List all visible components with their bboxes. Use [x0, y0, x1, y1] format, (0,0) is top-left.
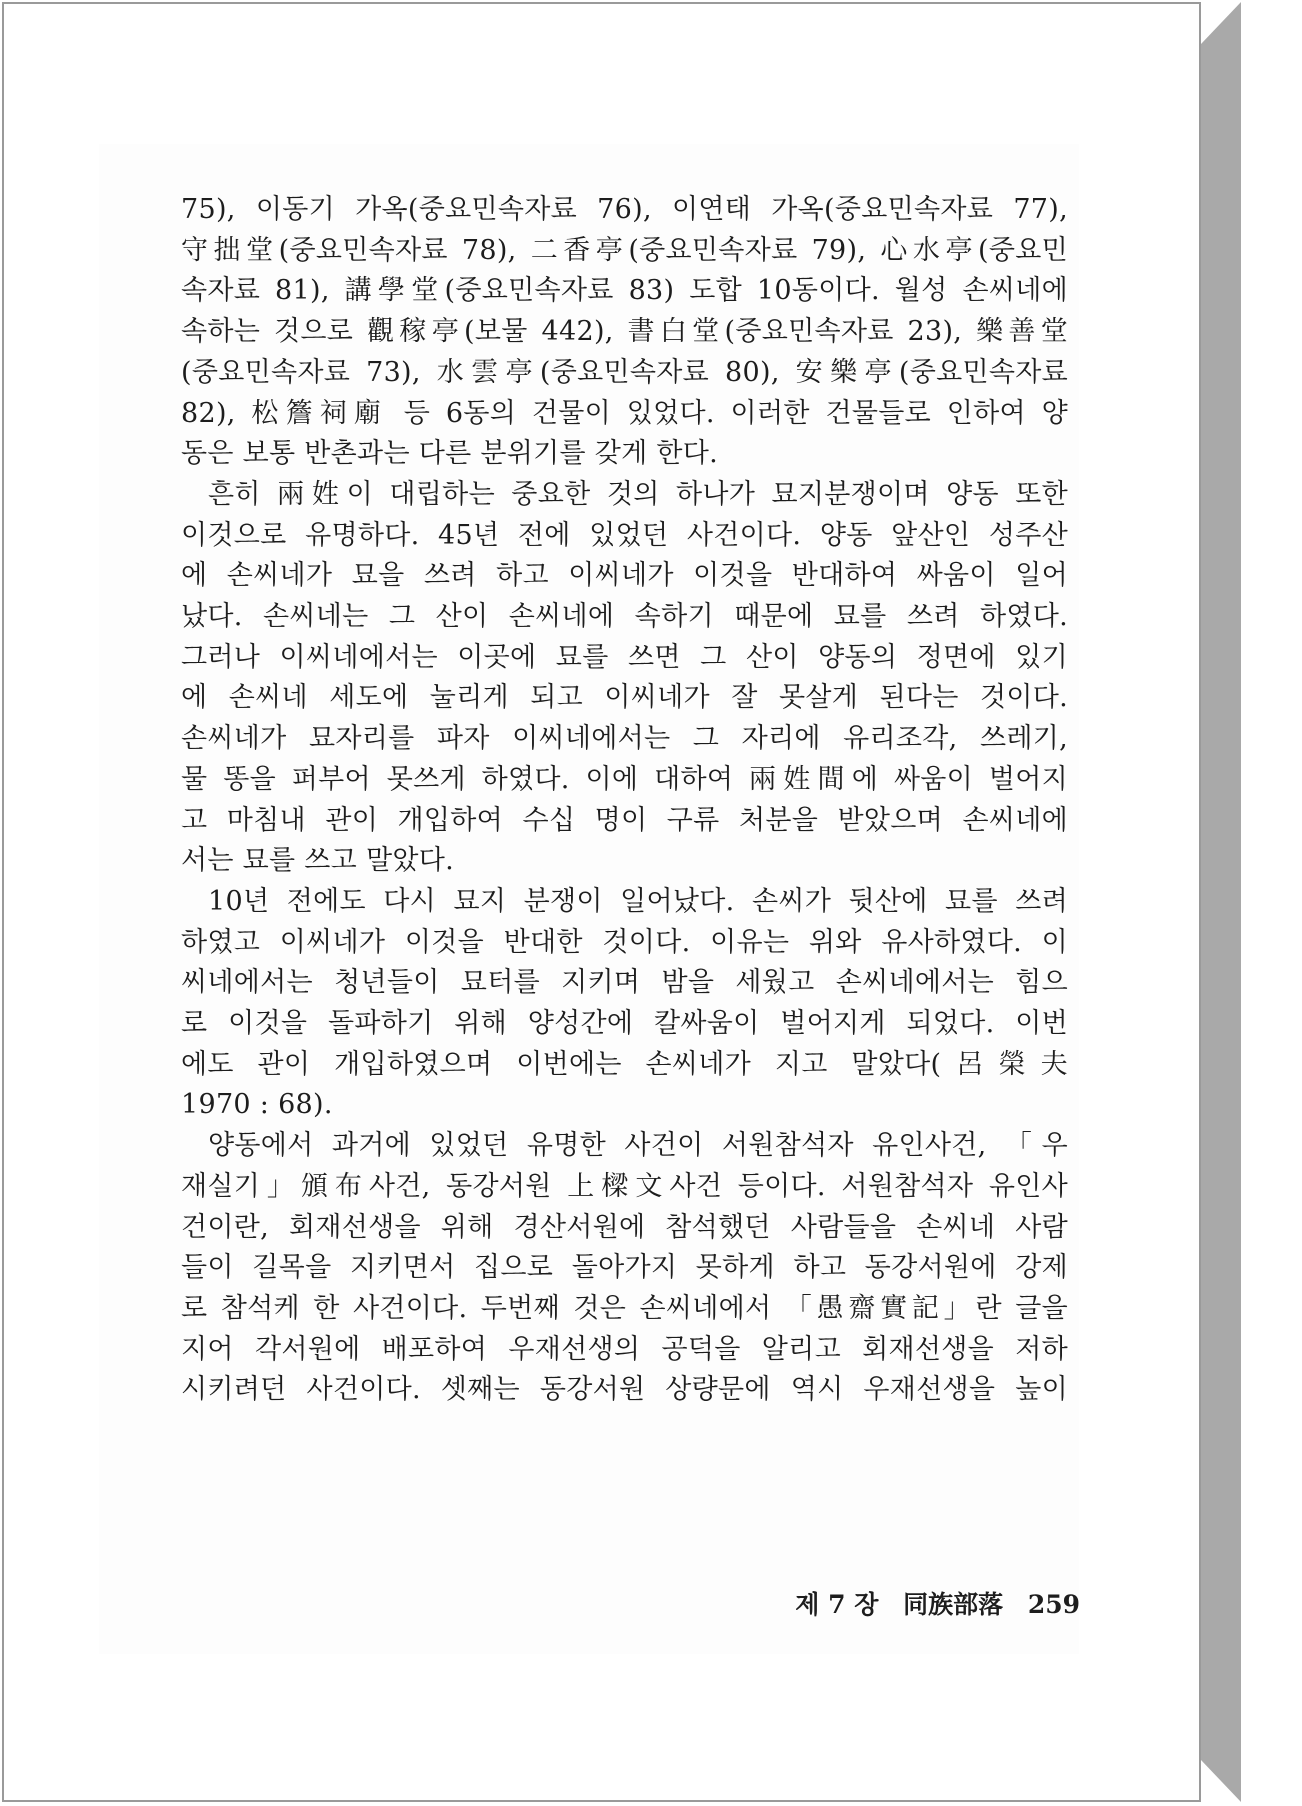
text-line: 건이란, 회재선생을 위해 경산서원에 참석했던 사람들을 손씨네 사람 [181, 1211, 1068, 1243]
text-line: 로 이것을 돌파하기 위해 양성간에 칼싸움이 벌어지게 되었다. 이번 [181, 1008, 1068, 1040]
page-stack-edge-bottom [1201, 1760, 1241, 1802]
text-line: 에 손씨네가 묘을 쓰려 하고 이씨네가 이것을 반대하여 싸움이 일어 [181, 560, 1068, 592]
text-line: 하였고 이씨네가 이것을 반대한 것이다. 이유는 위와 유사하였다. 이 [181, 926, 1068, 958]
text-line: 속하는 것으로 觀稼亭(보물 442), 書白堂(중요민속자료 23), 樂善堂 [181, 316, 1068, 348]
text-line: 들이 길목을 지키면서 집으로 돌아가지 못하게 하고 동강서원에 강제 [181, 1252, 1068, 1284]
body-text [181, 190, 1068, 1411]
text-line: 1970 : 68). [181, 1089, 333, 1121]
text-line: 75), 이동기 가옥(중요민속자료 76), 이연태 가옥(중요민속자료 77), [181, 194, 1068, 225]
text-line: 났다. 손씨네는 그 산이 손씨네에 속하기 때문에 묘를 쓰려 하였다. [181, 601, 1068, 633]
text-line: 로 참석케 한 사건이다. 두번째 것은 손씨네에서 「愚齋實記」란 글을 [181, 1292, 1068, 1324]
page-footer [779, 1585, 1080, 1621]
text-line: 그러나 이씨네에서는 이곳에 묘를 쓰면 그 산이 양동의 정면에 있기 [181, 641, 1068, 673]
text-line: 물 똥을 퍼부어 못쓰게 하였다. 이에 대하여 兩姓間에 싸움이 벌어지 [181, 763, 1068, 795]
text-line: 10년 전에도 다시 묘지 분쟁이 일어났다. 손씨가 뒷산에 묘를 쓰려 [208, 885, 1068, 917]
page-number: 259 [1027, 1590, 1080, 1619]
chapter-label: 제 7 장 [795, 1590, 879, 1619]
text-line: 씨네에서는 청년들이 묘터를 지키며 밤을 세웠고 손씨네에서는 힘으 [181, 967, 1068, 999]
text-line: 에도 관이 개입하였으며 이번에는 손씨네가 지고 말았다(呂榮夫 [181, 1048, 1068, 1080]
page-stack-edge-top [1201, 2, 1241, 44]
text-line: 흔히 兩姓이 대립하는 중요한 것의 하나가 묘지분쟁이며 양동 또한 [208, 478, 1068, 510]
text-line: (중요민속자료 73), 水雲亭(중요민속자료 80), 安樂亭(중요민속자료 [181, 356, 1068, 388]
text-line: 속자료 81), 講學堂(중요민속자료 83) 도합 10동이다. 월성 손씨네에 [181, 275, 1068, 307]
text-line: 고 마침내 관이 개입하여 수십 명이 구류 처분을 받았으며 손씨네에 [181, 804, 1068, 836]
text-line: 서는 묘를 쓰고 말았다. [181, 845, 454, 877]
text-line: 양동에서 과거에 있었던 유명한 사건이 서원참석자 유인사건, 「우 [208, 1130, 1068, 1162]
text-line: 동은 보통 반촌과는 다른 분위기를 갖게 한다. [181, 438, 719, 470]
page-stack-edge [1201, 2, 1241, 1802]
text-line: 에 손씨네 세도에 눌리게 되고 이씨네가 잘 못살게 된다는 것이다. [181, 682, 1068, 714]
text-line: 시키려던 사건이다. 셋째는 동강서원 상량문에 역시 우재선생을 높이 [181, 1374, 1068, 1406]
text-line: 이것으로 유명하다. 45년 전에 있었던 사건이다. 양동 앞산인 성주산 [181, 519, 1068, 551]
text-line: 守拙堂(중요민속자료 78), 二香亭(중요민속자료 79), 心水亭(중요민 [181, 234, 1068, 266]
text-line: 지어 각서원에 배포하여 우재선생의 공덕을 알리고 회재선생을 저하 [181, 1333, 1068, 1365]
text-line: 재실기」頒布사건, 동강서원 上樑文사건 등이다. 서원참석자 유인사 [181, 1170, 1068, 1202]
text-line: 손씨네가 묘자리를 파자 이씨네에서는 그 자리에 유리조각, 쓰레기, [181, 723, 1068, 755]
text-line: 82), 松簷祠廟 등 6동의 건물이 있었다. 이러한 건물들로 인하여 양 [181, 397, 1068, 429]
chapter-title: 同族部落 [903, 1590, 1004, 1619]
